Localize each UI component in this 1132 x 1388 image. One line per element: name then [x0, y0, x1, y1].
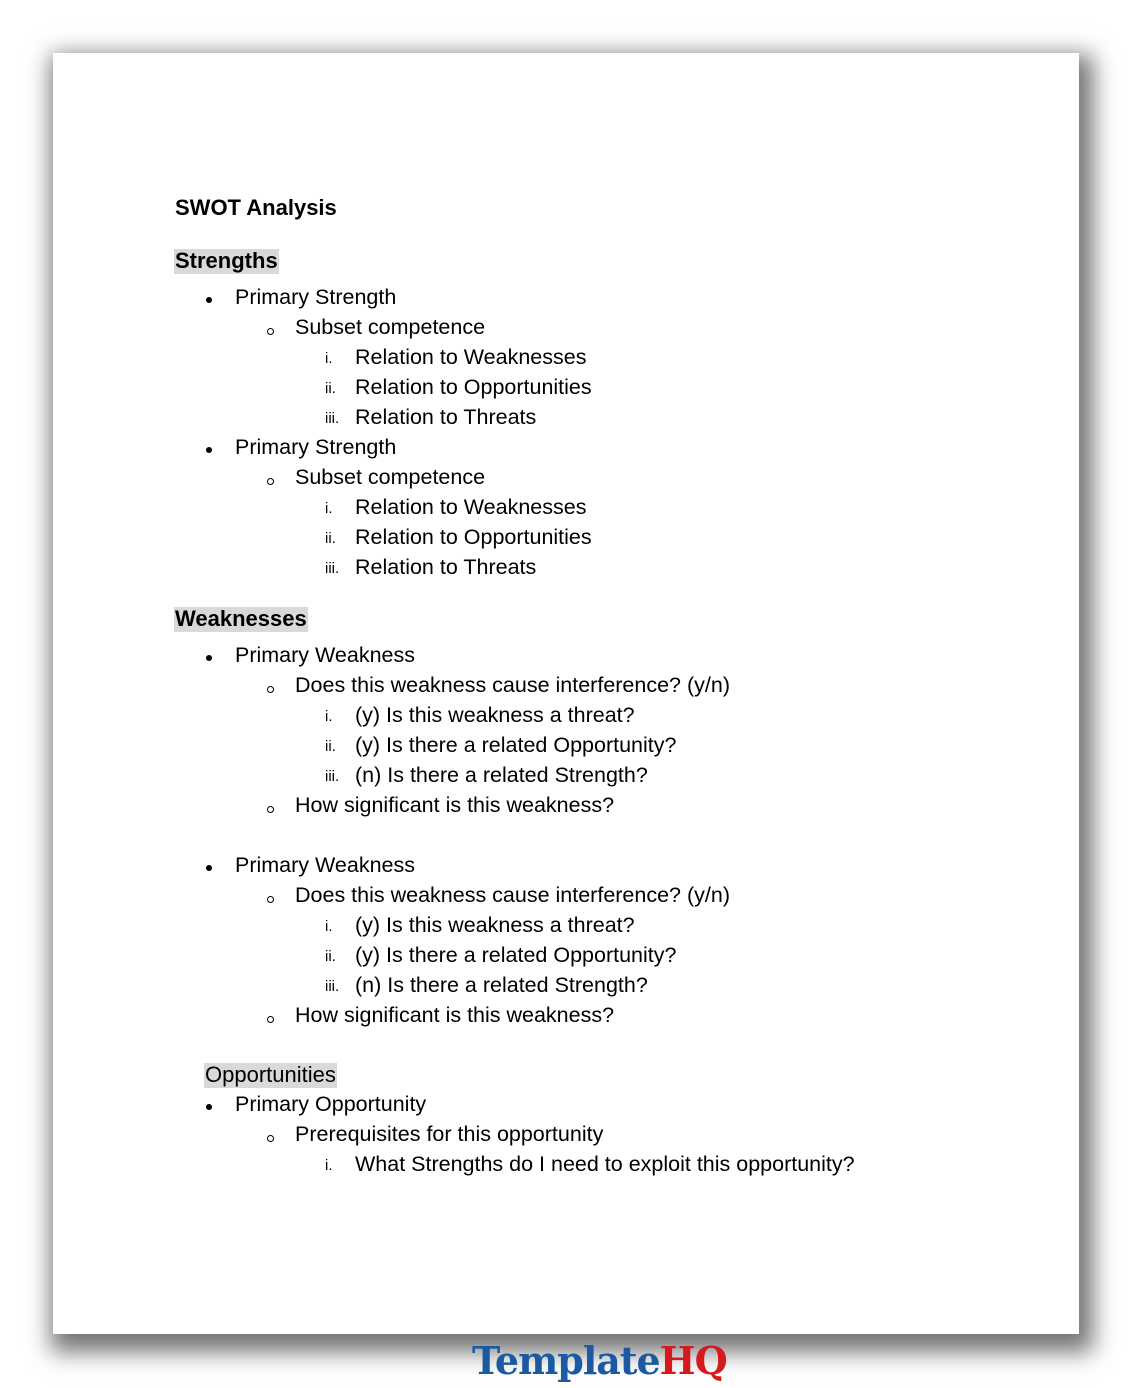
list-number: iii. — [325, 410, 340, 427]
list-number: i. — [325, 918, 333, 935]
weakness-point: (n) Is there a related Strength? — [355, 763, 648, 787]
weakness-sub: Does this weakness cause interference? (y/n) — [295, 673, 730, 697]
strength-point: Relation to Opportunities — [355, 375, 592, 399]
strengths-heading: Strengths — [175, 248, 278, 273]
weakness-point: (y) Is there a related Opportunity? — [355, 943, 677, 967]
weakness-point: (y) Is there a related Opportunity? — [355, 733, 677, 757]
list-number: iii. — [325, 560, 340, 577]
circle-bullet-icon — [267, 686, 274, 693]
list-number: iii. — [325, 768, 340, 785]
strength-point: Relation to Threats — [355, 405, 537, 429]
weakness-sub: Does this weakness cause interference? (y/n) — [295, 883, 730, 907]
opportunity-sub: Prerequisites for this opportunity — [295, 1122, 604, 1146]
circle-bullet-icon — [267, 478, 274, 485]
logo-part-hq: HQ — [659, 1338, 727, 1383]
weaknesses-heading: Weaknesses — [175, 606, 307, 631]
list-number: i. — [325, 350, 333, 367]
bullet-icon — [206, 1104, 212, 1110]
list-number: ii. — [325, 738, 336, 755]
list-number: ii. — [325, 948, 336, 965]
weakness-sub: How significant is this weakness? — [295, 1003, 615, 1027]
bullet-icon — [206, 447, 212, 453]
logo-part-template: Template — [472, 1338, 660, 1383]
bullet-icon — [206, 865, 212, 871]
circle-bullet-icon — [267, 1135, 274, 1142]
opportunities-heading: Opportunities — [205, 1062, 336, 1087]
weakness-point: (y) Is this weakness a threat? — [355, 703, 635, 727]
opportunity-item: Primary Opportunity — [235, 1092, 427, 1116]
strength-item: Primary Strength — [235, 435, 397, 459]
strength-point: Relation to Threats — [355, 555, 537, 579]
list-number: ii. — [325, 530, 336, 547]
weakness-sub: How significant is this weakness? — [295, 793, 615, 817]
bullet-icon — [206, 297, 212, 303]
circle-bullet-icon — [267, 896, 274, 903]
circle-bullet-icon — [267, 806, 274, 813]
circle-bullet-icon — [267, 1016, 274, 1023]
list-number: i. — [325, 500, 333, 517]
list-number: ii. — [325, 380, 336, 397]
strength-sub: Subset competence — [295, 465, 486, 489]
weakness-item: Primary Weakness — [235, 643, 416, 667]
strength-point: Relation to Weaknesses — [355, 345, 587, 369]
strength-point: Relation to Weaknesses — [355, 495, 587, 519]
bullet-icon — [206, 655, 212, 661]
list-number: i. — [325, 1157, 333, 1174]
weakness-point: (n) Is there a related Strength? — [355, 973, 648, 997]
list-number: iii. — [325, 978, 340, 995]
strength-point: Relation to Opportunities — [355, 525, 592, 549]
list-number: i. — [325, 708, 333, 725]
opportunity-point: What Strengths do I need to exploit this opportunity? — [355, 1152, 855, 1176]
weakness-item: Primary Weakness — [235, 853, 416, 877]
templatehq-logo — [472, 1338, 727, 1383]
strength-item: Primary Strength — [235, 285, 397, 309]
strength-sub: Subset competence — [295, 315, 486, 339]
circle-bullet-icon — [267, 328, 274, 335]
document-title: SWOT Analysis — [175, 195, 337, 220]
weakness-point: (y) Is this weakness a threat? — [355, 913, 635, 937]
